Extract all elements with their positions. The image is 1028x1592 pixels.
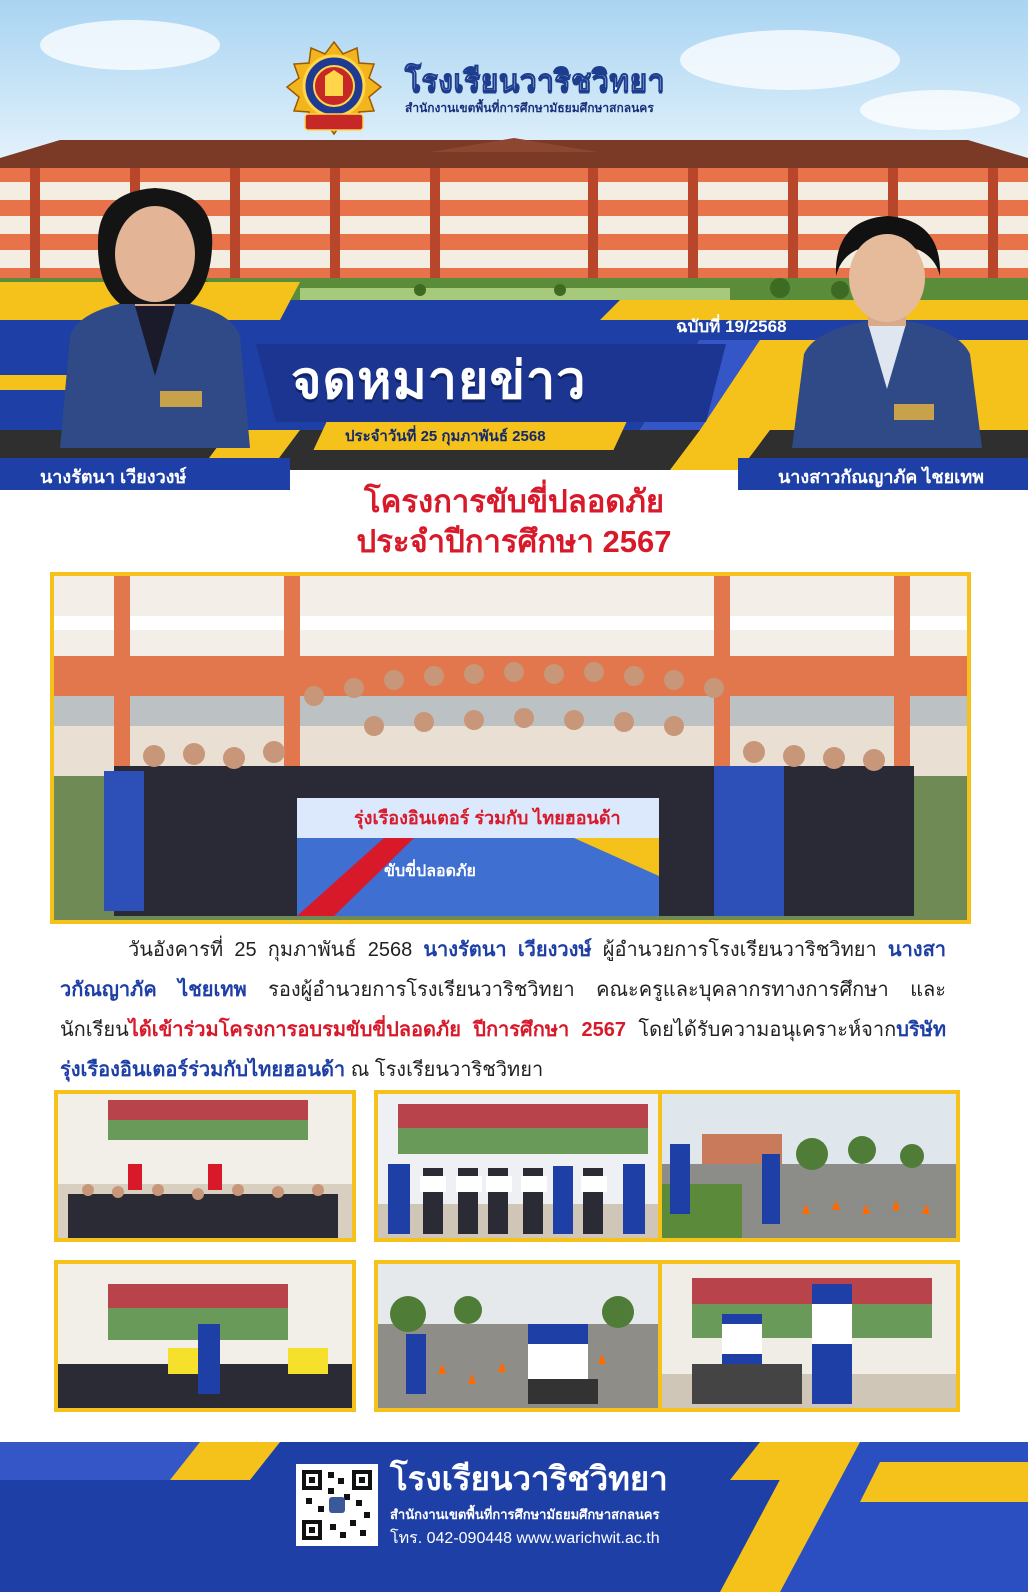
headline-line-1: โครงการขับขี่ปลอดภัย <box>363 484 665 519</box>
deputy-director-portrait <box>782 214 992 448</box>
body-project: ได้เข้าร่วมโครงการอบรมขับขี่ปลอดภัย ปีการศึกษา 2567 <box>128 1019 627 1041</box>
school-title-block <box>405 66 665 118</box>
director-portrait <box>40 186 270 448</box>
banner-sub-text: ขับขี่ปลอดภัย <box>384 863 476 880</box>
school-seal-logo <box>285 40 383 138</box>
body-date: วันอังคารที่ 25 กุมภาพันธ์ 2568 <box>128 939 424 961</box>
footer-contact[interactable]: โทร. 042-090448 www.warichwit.ac.th <box>390 1530 660 1547</box>
body-deputy-name: นางสาวกัณญาภัค ไชยเทพ <box>60 939 947 1001</box>
school-office: สำนักงานเขตพื้นที่การศึกษามัธยมศึกษาสกลนคร <box>405 101 654 115</box>
main-group-photo <box>50 572 971 924</box>
footer-school-name: โรงเรียนวาริชวิทยา <box>390 1460 668 1497</box>
photo-thumbnail <box>374 1090 676 1242</box>
cloud <box>680 30 900 90</box>
newsletter-title: จดหมายข่าว <box>291 352 587 410</box>
qr-code[interactable] <box>296 1464 378 1546</box>
body-company: บริษัทรุ่งเรืองอินเตอร์ร่วมกับไทยฮอนด้า <box>60 1019 947 1081</box>
newsletter-footer <box>0 1442 1028 1592</box>
body-location: ณ โรงเรียนวาริชวิทยา <box>345 1059 544 1081</box>
body-director-role: ผู้อำนวยการโรงเรียนวาริชวิทยา <box>591 939 888 961</box>
footer-office: สำนักงานเขตพื้นที่การศึกษามัธยมศึกษาสกลนคร <box>390 1507 660 1522</box>
director-name: นางรัตนา เวียงวงษ์ <box>40 467 187 487</box>
headline-line-2: ประจำปีการศึกษา 2567 <box>356 524 672 559</box>
newsletter-date: ประจำวันที่ 25 กุมภาพันธ์ 2568 <box>345 428 546 445</box>
body-deputy-role: รองผู้อำนวยการโรงเรียนวาริชวิทยา คณะครูและบุคลากรทางการศึกษา และนักเรียน <box>60 979 946 1041</box>
issue-number: ฉบับที่ 19/2568 <box>676 317 787 336</box>
cloud <box>860 90 1020 130</box>
photo-thumbnail <box>374 1260 676 1412</box>
body-director-name: นางรัตนา เวียงวงษ์ <box>423 939 592 961</box>
article-body <box>60 930 946 1090</box>
school-name: โรงเรียนวาริชวิทยา <box>405 65 666 98</box>
photo-thumbnail <box>54 1090 356 1242</box>
cloud <box>40 20 220 70</box>
newsletter-header <box>0 0 1028 500</box>
banner-brand-text: รุ่งเรืองอินเตอร์ ร่วมกับ ไทยฮอนด้า <box>354 808 621 828</box>
body-support: โดยได้รับความอนุเคราะห์จาก <box>626 1019 897 1041</box>
photo-thumbnail <box>658 1260 960 1412</box>
deputy-director-name: นางสาวกัณญาภัค ไชยเทพ <box>778 467 985 487</box>
photo-thumbnail <box>54 1260 356 1412</box>
photo-thumbnail <box>658 1090 960 1242</box>
